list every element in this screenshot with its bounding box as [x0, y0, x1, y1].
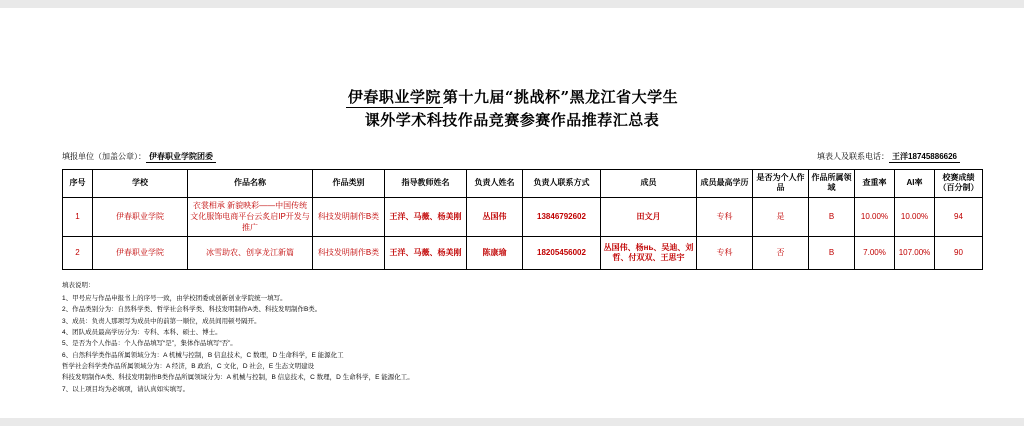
cell-education: 专科	[697, 237, 753, 270]
cell-field: B	[809, 237, 855, 270]
cell-leader: 丛国伟	[467, 198, 523, 237]
column-header-members: 成员	[601, 169, 697, 198]
column-header-duplicate-rate: 查重率	[855, 169, 895, 198]
table-row	[63, 237, 983, 270]
cell-teacher: 王洋、马薇、杨美刚	[385, 198, 467, 237]
note-item: 科技发明制作A类、科技发明制作B类作品所属领域分为：A 机械与控制，B 信息技术，C 数理，D 生命科学，E 能源化工。	[62, 374, 414, 382]
cell-score: 90	[935, 237, 983, 270]
note-item: 4、团队成员最高学历分为：专科、本科、硕士、博士。	[62, 328, 222, 336]
note-item: 3、成员：负责人那项写为成员中的前第一顺位，成员间用顿号隔开。	[62, 317, 261, 325]
contact-person-value: 王洋18745886626	[889, 152, 960, 163]
document-title-block	[36, 8, 988, 133]
cell-teacher: 王洋、马薇、杨美刚	[385, 237, 467, 270]
cell-contact: 18205456002	[523, 237, 601, 270]
cell-work-name: 冰雪助农、创享龙江新篇	[188, 237, 313, 270]
fill-unit-field	[62, 151, 216, 162]
note-item: 2、作品类别分为：自然科学类、哲学社会科学类、科技发明制作A类、科技发明制作B类。	[62, 306, 322, 314]
cell-ai-rate: 10.00%	[895, 198, 935, 237]
column-header-category: 作品类别	[313, 169, 385, 198]
page-title-line-1	[36, 86, 988, 109]
document-page	[0, 8, 1024, 418]
column-header-leader: 负责人姓名	[467, 169, 523, 198]
cell-category: 科技发明制作B类	[313, 198, 385, 237]
column-header-field: 作品所属领域	[809, 169, 855, 198]
fill-unit-label: 填报单位（加盖公章）：	[62, 151, 146, 161]
column-header-index: 序号	[63, 169, 93, 198]
form-notes	[62, 280, 962, 395]
cell-ai-rate: 107.00%	[895, 237, 935, 270]
cell-leader: 陈康瑜	[467, 237, 523, 270]
unit-name-underline: 伊春职业学院	[347, 88, 441, 106]
cell-work-name: 衣裳相承 新貌映彩——中国传统文化服饰电商平台云炙启IP开发与推广	[188, 198, 313, 237]
title-line-1-rest: 第十九届“挑战杯”黑龙江省大学生	[442, 88, 679, 106]
column-header-work-name: 作品名称	[188, 169, 313, 198]
document-content	[36, 8, 988, 418]
note-item: 5、是否为个人作品：个人作品填写“是”，集体作品填写“否”。	[62, 340, 237, 348]
cell-school: 伊春职业学院	[93, 198, 188, 237]
column-header-score: 校赛成绩（百分制）	[935, 169, 983, 198]
document-meta-row	[36, 151, 988, 165]
contact-person-label: 填表人及联系电话：	[817, 151, 890, 161]
column-header-teacher: 指导教师姓名	[385, 169, 467, 198]
cell-members: 丛国伟、杨нь、吴迪、刘哲、付双双、王思宇	[601, 237, 697, 270]
page-title-line-2: 课外学术科技作品竞赛参赛作品推荐汇总表	[364, 111, 660, 130]
cell-duplicate-rate: 10.00%	[855, 198, 895, 237]
note-item: 6、自然科学类作品所属领域分为：A 机械与控制，B 信息技术，C 数理，D 生命科学，E 能源化工	[62, 351, 344, 359]
table-row	[63, 198, 983, 237]
cell-score: 94	[935, 198, 983, 237]
column-header-ai-rate: AI率	[895, 169, 935, 198]
column-header-contact: 负责人联系方式	[523, 169, 601, 198]
cell-index: 1	[63, 198, 93, 237]
column-header-education: 成员最高学历	[697, 169, 753, 198]
note-item: 哲学社会科学类作品所属领域分为：A 经济，B 政治，C 文化，D 社会，E 生态文明建设	[62, 363, 315, 371]
cell-school: 伊春职业学院	[93, 237, 188, 270]
cell-category: 科技发明制作B类	[313, 237, 385, 270]
cell-is-individual: 否	[753, 237, 809, 270]
fill-unit-value: 伊春职业学院团委	[146, 152, 216, 163]
cell-duplicate-rate: 7.00%	[855, 237, 895, 270]
column-header-school: 学校	[93, 169, 188, 198]
works-summary-table	[62, 169, 983, 271]
cell-contact: 13846792602	[523, 198, 601, 237]
table-header-row	[63, 169, 983, 198]
notes-heading: 填表说明：	[62, 282, 95, 290]
cell-is-individual: 是	[753, 198, 809, 237]
contact-person-field	[817, 151, 960, 162]
note-item: 7、以上项目均为必填项，请认真如实填写。	[62, 385, 190, 393]
note-item: 1、甲号应与作品申报书上的序号一致，由学校团委或创新创业学院统一填写。	[62, 294, 287, 302]
cell-members: 田文月	[601, 198, 697, 237]
cell-education: 专科	[697, 198, 753, 237]
cell-index: 2	[63, 237, 93, 270]
cell-field: B	[809, 198, 855, 237]
column-header-is-individual: 是否为个人作品	[753, 169, 809, 198]
